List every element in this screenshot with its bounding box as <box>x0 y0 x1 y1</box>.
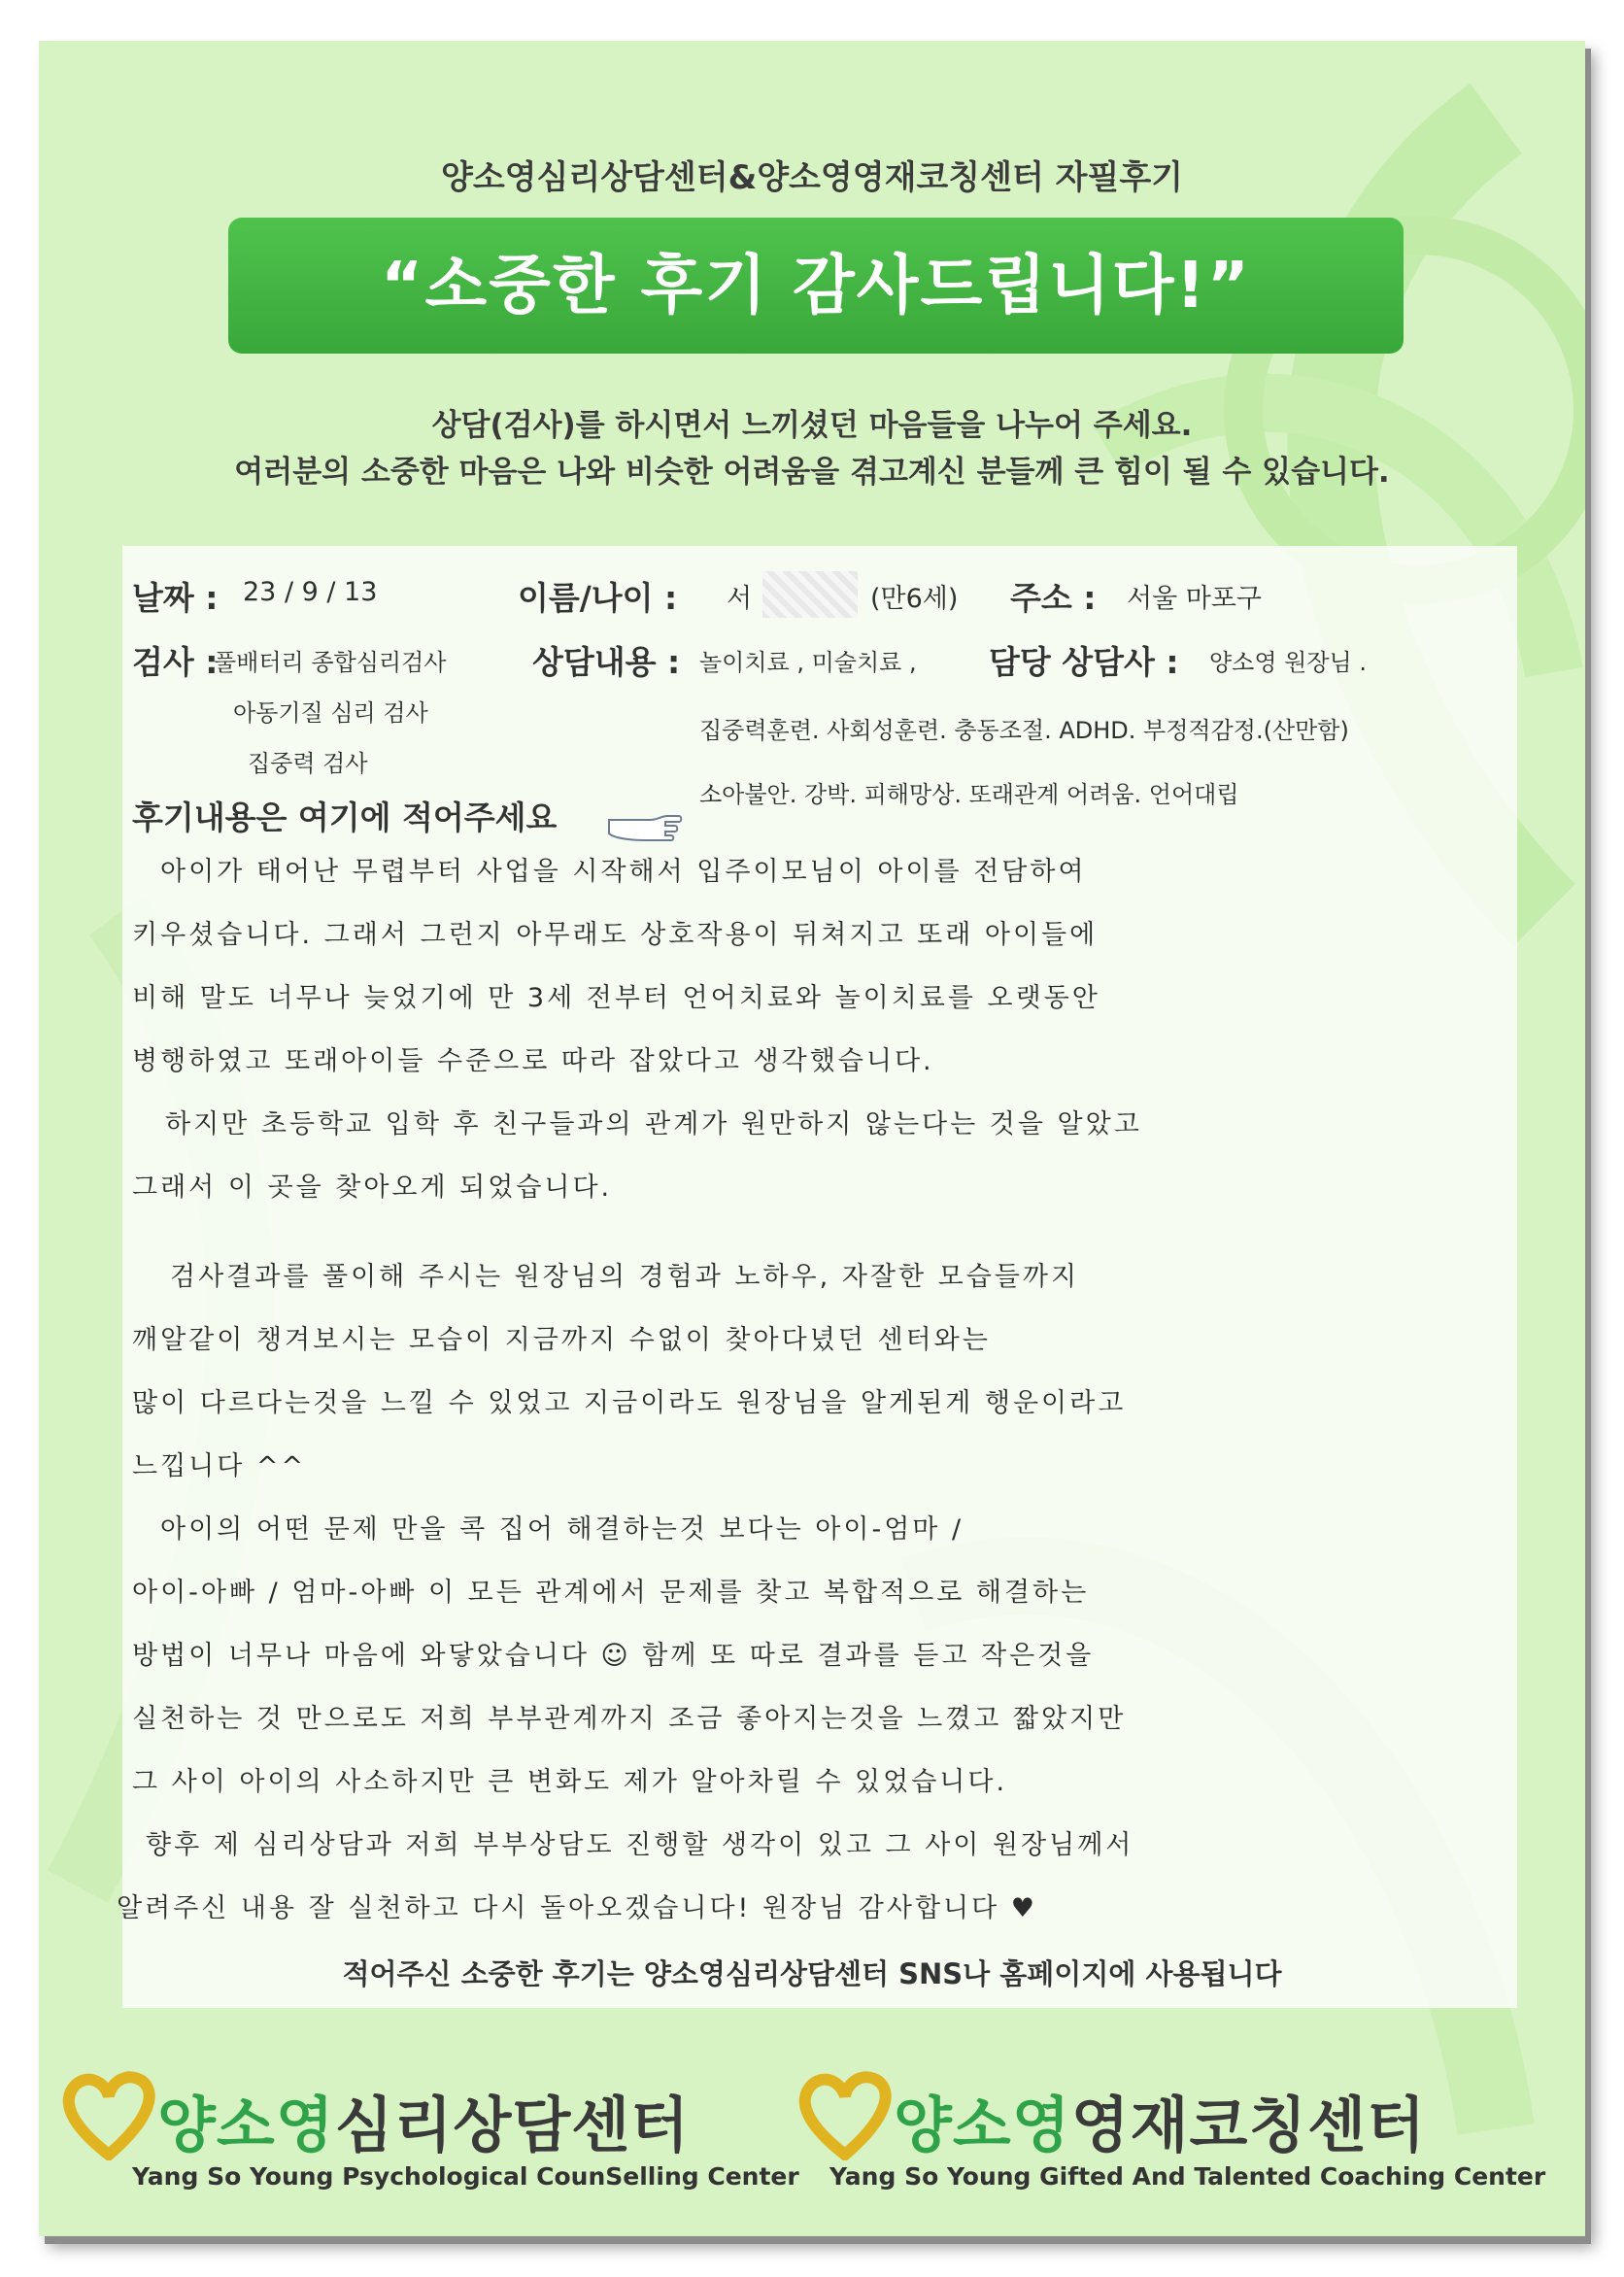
heart-logo-icon <box>796 2071 894 2160</box>
address-value: 서울 마포구 <box>1127 584 1262 614</box>
logo-2-english: Yang So Young Gifted And Talented Coaching Center <box>829 2162 1546 2191</box>
heart-logo-icon <box>60 2071 157 2160</box>
review-line-11: 아이의 어떤 문제 만을 콕 집어 해결하는것 보다는 아이-엄마 / <box>160 1514 964 1545</box>
logo-1-english: Yang So Young Psychological CounSelling Center <box>132 2162 799 2191</box>
address-label: 주소 : <box>1010 579 1097 617</box>
review-prompt: 후기내용은 여기에 적어주세요 <box>132 799 558 836</box>
age-value: (만6세) <box>870 584 959 614</box>
intro-line-2: 여러분의 소중한 마음은 나와 비슷한 어려움을 겪고계신 분들께 큰 힘이 될 수 있습니다. <box>234 455 1390 490</box>
counsel-content-label: 상담내용 : <box>532 643 681 681</box>
counsel-content-value-2: 집중력훈련. 사회성훈련. 충동조절. ADHD. 부정적감정.(산만함) <box>699 717 1349 744</box>
logo-2-name: 영재코칭센터 <box>1070 2090 1427 2160</box>
test-label: 검사 : <box>132 643 219 681</box>
test-value-3: 집중력 검사 <box>248 750 368 777</box>
review-line-14: 실천하는 것 만으로도 저희 부부관계까지 조금 좋아지는것을 느꼈고 짧았지만 <box>132 1704 1127 1734</box>
review-line-8: 깨알같이 챙겨보시는 모습이 지금까지 수없이 찾아다녔던 센터와는 <box>132 1325 991 1355</box>
review-line-6: 그래서 이 곳을 찾아오게 되었습니다. <box>132 1172 613 1203</box>
review-line-3: 비해 말도 너무나 늦었기에 만 3세 전부터 언어치료와 놀이치료를 오랫동안 <box>132 983 1100 1013</box>
logo-2-brand: 양소영 <box>894 2090 1071 2160</box>
review-line-10: 느낍니다 ^^ <box>132 1451 307 1481</box>
thanks-banner: “소중한 후기 감사드립니다!” <box>228 218 1404 354</box>
date-value: 23 / 9 / 13 <box>243 577 378 607</box>
review-line-17: 알려주신 내용 잘 실천하고 다시 돌아오겠습니다! 원장님 감사합니다 ♥ <box>117 1893 1037 1923</box>
review-line-7: 검사결과를 풀이해 주시는 원장님의 경험과 노하우, 자잘한 모습들까지 <box>170 1262 1080 1292</box>
review-line-9: 많이 다르다는것을 느낄 수 있었고 지금이라도 원장님을 알게된게 행운이라고 <box>132 1388 1127 1418</box>
review-line-1: 아이가 태어난 무렵부터 사업을 시작해서 입주이모님이 아이를 전담하여 <box>160 857 1087 887</box>
redacted-name-block <box>762 571 858 618</box>
counselor-value: 양소영 원장님 . <box>1209 649 1367 676</box>
counsel-content-value-1: 놀이치료 , 미술치료 , <box>699 649 917 676</box>
name-age-label: 이름/나이 : <box>518 579 678 617</box>
review-line-2: 키우셨습니다. 그래서 그런지 아무래도 상호작용이 뒤쳐지고 또래 아이들에 <box>132 920 1099 950</box>
review-line-5: 하지만 초등학교 입학 후 친구들과의 관계가 원만하지 않는다는 것을 알았고 <box>165 1109 1142 1139</box>
logo-1-brand: 양소영 <box>157 2090 335 2160</box>
pointing-hand-icon <box>607 806 683 845</box>
logo-1-name: 심리상담센터 <box>334 2090 691 2160</box>
counsel-content-value-3: 소아불안. 강박. 피해망상. 또래관계 어려움. 언어대립 <box>699 781 1239 808</box>
usage-note: 적어주신 소중한 후기는 양소영심리상담센터 SNS나 홈페이지에 사용됩니다 <box>342 1957 1282 1990</box>
name-value: 서 <box>727 584 753 614</box>
intro-line-1: 상담(검사)를 하시면서 느끼셨던 마음들을 나누어 주세요. <box>431 408 1193 443</box>
review-line-13: 방법이 너무나 마음에 와닿았습니다 ☺ 함께 또 따로 결과를 듣고 작은것을 <box>132 1641 1095 1671</box>
review-sheet <box>39 41 1585 2236</box>
review-line-15: 그 사이 아이의 사소하지만 큰 변화도 제가 알아차릴 수 있었습니다. <box>132 1767 1008 1797</box>
review-line-12: 아이-아빠 / 엄마-아빠 이 모든 관계에서 문제를 찾고 복합적으로 해결하는 <box>132 1578 1090 1608</box>
header-subtitle: 양소영심리상담센터&양소영영재코칭센터 자필후기 <box>440 158 1184 197</box>
date-label: 날짜 : <box>132 579 219 617</box>
review-line-4: 병행하였고 또래아이들 수준으로 따라 잡았다고 생각했습니다. <box>132 1046 934 1076</box>
test-value-1: 풀배터리 종합심리검사 <box>214 649 447 676</box>
test-value-2: 아동기질 심리 검사 <box>233 699 428 727</box>
review-line-16: 향후 제 심리상담과 저희 부부상담도 진행할 생각이 있고 그 사이 원장님께서 <box>146 1830 1134 1860</box>
counselor-label: 담당 상담사 : <box>989 643 1179 681</box>
